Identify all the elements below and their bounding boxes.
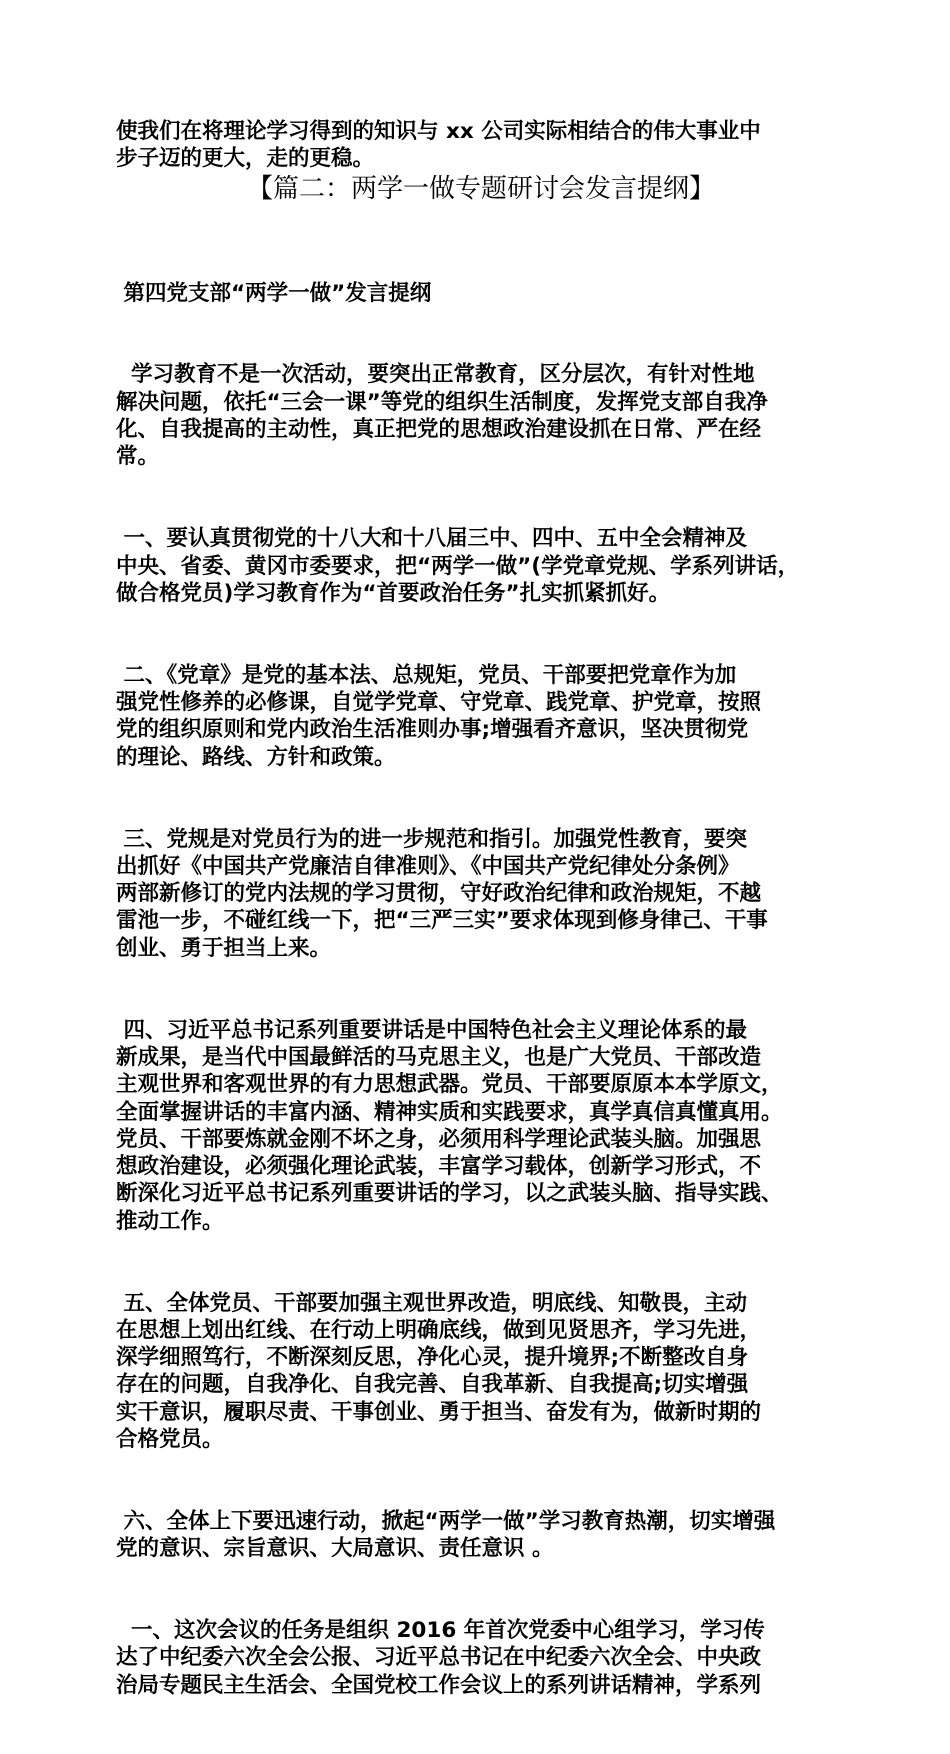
paragraph-item-5: 五、全体党员、干部要加强主观世界改造，明底线、知敬畏，主动 在思想上划出红线、在行动上明确底线，做到见贤思齐，学习先进， 深学细照笃行，不断深刻反思，净化心灵，提升境界;不断整改自身 存在的问题，自我净化、自我完善、自我革新、自我提高;切实增强 实干意识，履职尽责、干事创业、勇于担当、奋发有为，做新时期的 合格党员。 <box>116 1290 762 1453</box>
paragraph-item-2: 二、《党章》是党的基本法、总规矩，党员、干部要把党章作为加 强党性修养的必修课，自觉学党章、守党章、践党章、护党章，按照 党的组织原则和党内政治生活准则办事;增强看齐意识，坚决贯彻党 的理论、路线、方针和政策。 <box>116 662 762 770</box>
paragraph-closing: 一、这次会议的任务是组织 2016 年首次党委中心组学习，学习传 达了中纪委六次全会公报、习近平总书记在中纪委六次全会、中央政 治局专题民主生活会、全国党校工作会议上的系列讲话精神，学系列 <box>116 1618 765 1698</box>
paragraph-item-3: 三、党规是对党员行为的进一步规范和指引。加强党性教育，要突 出抓好《中国共产党廉洁自律准则》、《中国共产党纪律处分条例》 两部新修订的党内法规的学习贯彻，守好政治纪律和政治规矩，不越 雷池一步，不碰红线一下，把“三严三实”要求体现到修身律己、干事 创业、勇于担当上来。 <box>116 826 768 961</box>
paragraph-intro: 学习教育不是一次活动，要突出正常教育，区分层次，有针对性地 解决问题，依托“三会一课”等党的组织生活制度，发挥党支部自我净 化、自我提高的主动性，真正把党的思想政治建设抓在日常、严在经 常。 <box>116 362 768 470</box>
paragraph-item-4: 四、习近平总书记系列重要讲话是中国特色社会主义理论体系的最 新成果，是当代中国最鲜活的马克思主义，也是广大党员、干部改造 主观世界和客观世界的有力思想武器。党员、干部要原原本本学原文， 全面掌握讲话的丰富内涵、精神实质和实践要求，真学真信真懂真用。 党员、干部要炼就金刚不坏之身，必须用科学理论武装头脑。加强思 想政治建设，必须强化理论武装，丰富学习载体，创新学习形式，不 断深化习近平总书记系列重要讲话的学习，以之武装头脑、指导实践、 推动工作。 <box>116 1017 783 1234</box>
paragraph-item-1: 一、要认真贯彻党的十八大和十八届三中、四中、五中全会精神及 中央、省委、黄冈市委要求，把“两学一做”(学党章党规、学系列讲话， 做合格党员)学习教育作为“首要政治任务”扎实抓紧抓好。 <box>116 526 800 606</box>
document-body <box>116 225 846 1754</box>
paragraph-title: 第四党支部“两学一做”发言提纲 <box>116 280 432 306</box>
intro-paragraph: 使我们在将理论学习得到的知识与 xx 公司实际相结合的伟大事业中 步子迈的更大，走的更稳。 <box>116 119 761 172</box>
section-heading: 【篇二：两学一做专题研讨会发言提纲】 <box>246 174 715 204</box>
paragraph-item-6: 六、全体上下要迅速行动，掀起“两学一做”学习教育热潮，切实增强 党的意识、宗旨意识、大局意识、责任意识 。 <box>116 1508 776 1562</box>
